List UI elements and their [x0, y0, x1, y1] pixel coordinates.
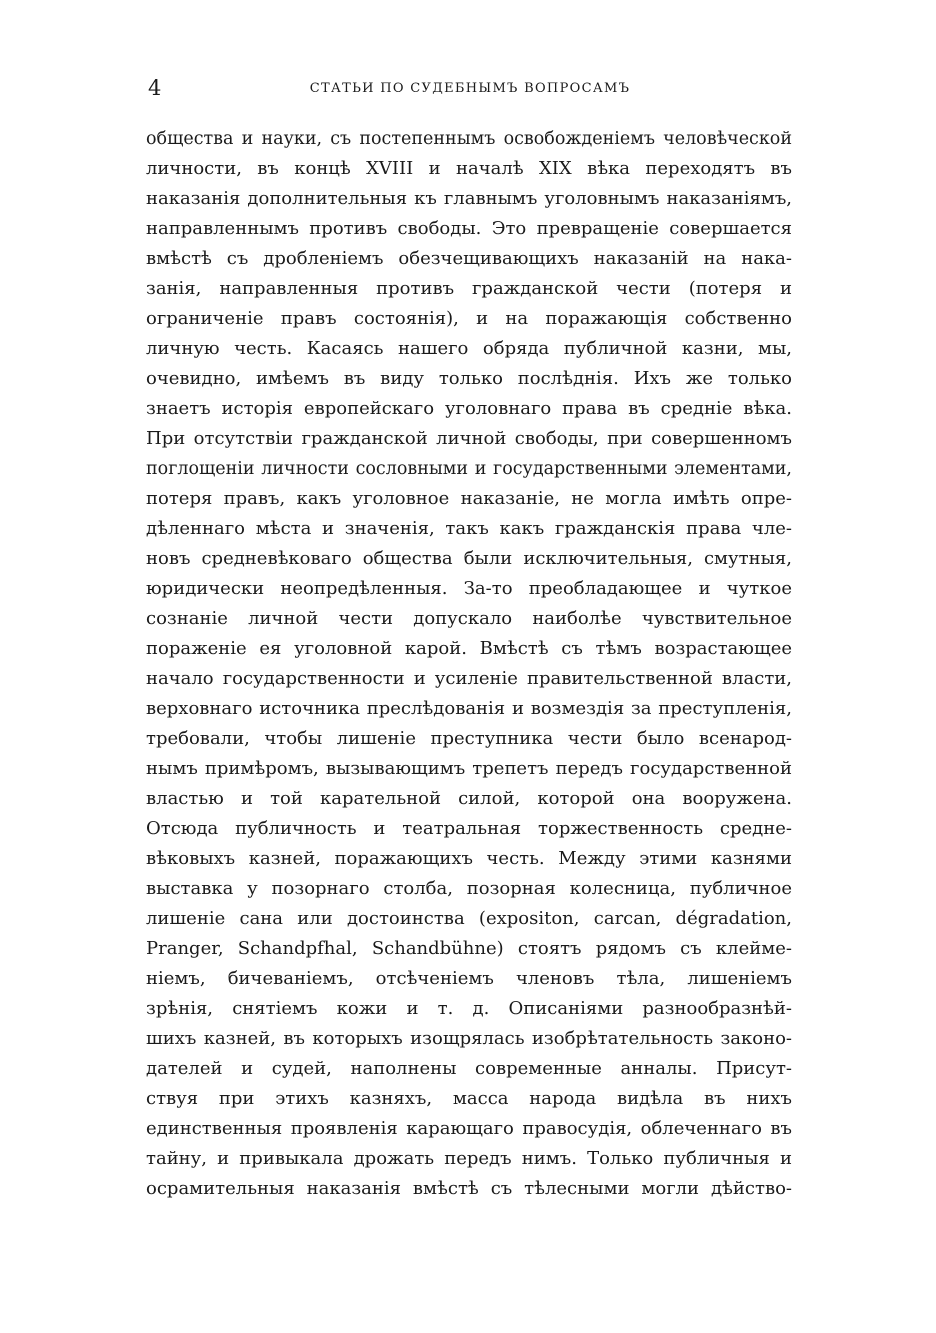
text-line: пораженіе ея уголовной карой. Вмѣстѣ съ тѣмъ возрастающее [146, 638, 792, 659]
text-line: осрамительныя наказанія вмѣстѣ съ тѣлесными могли дѣйство- [146, 1178, 792, 1199]
text-line: знаетъ исторія европейскаго уголовнаго права въ средніе вѣка. [146, 398, 792, 419]
text-line: единственныя проявленія карающаго правосудія, облеченнаго въ [146, 1118, 792, 1139]
text-line: ограниченіе правъ состоянія), и на поражающія собственно [146, 308, 792, 329]
text-line: вѣковыхъ казней, поражающихъ честь. Между этими казнями [146, 848, 792, 869]
text-line: зрѣнія, снятіемъ кожи и т. д. Описаніями разнообразнѣй- [146, 998, 792, 1019]
text-line: лишеніе сана или достоинства (expositon, carcan, dégradation, [146, 908, 792, 929]
text-line: общества и науки, съ постепеннымъ освобожденіемъ человѣческой [146, 129, 792, 149]
text-line: занія, направленныя противъ гражданской чести (потеря и [146, 278, 792, 299]
text-line: ствуя при этихъ казняхъ, масса народа видѣла въ нихъ [146, 1088, 792, 1109]
page-number: 4 [148, 76, 162, 100]
text-line: дѣленнаго мѣста и значенія, такъ какъ гражданскія права чле- [146, 518, 792, 539]
text-line: поглощеніи личности сословными и государственными элементами, [146, 459, 792, 479]
text-line: требовали, чтобы лишеніе преступника чести было всенарод- [146, 728, 792, 749]
text-line: очевидно, имѣемъ въ виду только послѣднія. Ихъ же только [146, 368, 792, 389]
running-title: СТАТЬИ ПО СУДЕБНЫМЪ ВОПРОСАМЪ [309, 81, 631, 96]
body-text [146, 124, 792, 1204]
text-line: При отсутствіи гражданской личной свободы, при совершенномъ [146, 428, 792, 449]
text-line: личную честь. Касаясь нашего обряда публичной казни, мы, [146, 338, 792, 359]
text-line: ніемъ, бичеваніемъ, отсѣченіемъ членовъ тѣла, лишеніемъ [146, 968, 792, 989]
text-line: выставка у позорнаго столба, позорная колесница, публичное [146, 878, 792, 899]
text-line: юридически неопредѣленныя. За-то преобладающее и чуткое [146, 578, 792, 599]
text-line: властью и той карательной силой, которой она вооружена. [146, 788, 792, 809]
text-line: нымъ примѣромъ, вызывающимъ трепетъ передъ государственной [146, 758, 792, 779]
text-line: новъ средневѣковаго общества были исключительныя, смутныя, [146, 548, 792, 569]
text-line: верховнаго источника преслѣдованія и возмездія за преступленія, [146, 698, 792, 719]
text-line: шихъ казней, въ которыхъ изощрялась изобрѣтательность законо- [146, 1028, 792, 1049]
text-line: начало государственности и усиленіе правительственной власти, [146, 668, 792, 689]
text-line: потеря правъ, какъ уголовное наказаніе, не могла имѣть опре- [146, 488, 792, 509]
text-line: тайну, и привыкала дрожать передъ нимъ. Только публичныя и [146, 1148, 792, 1169]
text-line: личности, въ концѣ XVIII и началѣ XIX вѣка переходятъ въ [146, 158, 792, 179]
text-line: Pranger, Schandpfhal, Schandbühne) стоятъ рядомъ съ клейме- [146, 938, 792, 959]
text-line: направленнымъ противъ свободы. Это превращеніе совершается [146, 218, 792, 239]
text-line: Отсюда публичность и театральная торжественность средне- [146, 818, 792, 839]
text-line: сознаніе личной чести допускало наиболѣе чувствительное [146, 608, 792, 629]
text-line: наказанія дополнительныя къ главнымъ уголовнымъ наказаніямъ, [146, 188, 792, 209]
text-line: вмѣстѣ съ дробленіемъ обезчещивающихъ наказаній на нака- [146, 248, 792, 269]
text-line: дателей и судей, наполнены современные анналы. Присут- [146, 1058, 792, 1079]
